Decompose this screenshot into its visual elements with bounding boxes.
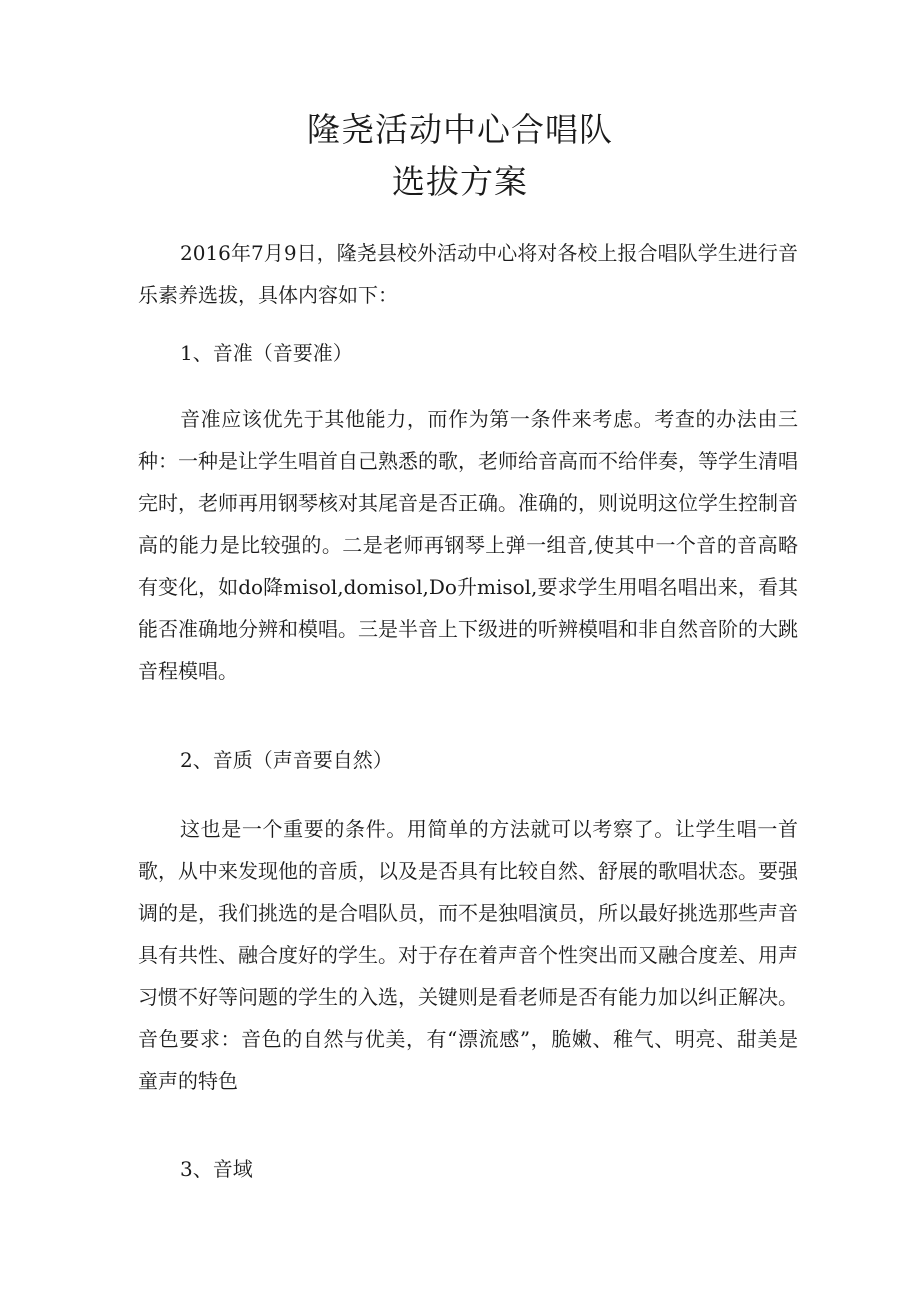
section-heading-pitch: 1、音准（音要准） <box>180 341 353 365</box>
section-heading-range: 3、音域 <box>180 1157 253 1181</box>
section-heading-tone: 2、音质（声音要自然） <box>180 748 393 772</box>
intro-paragraph: 2016年7月9日，隆尧县校外活动中心将对各校上报合唱队学生进行音乐素养选拔，具体内容如下： <box>138 241 798 307</box>
document-title-line2: 选拔方案 <box>392 162 528 201</box>
document-title-line1: 隆尧活动中心合唱队 <box>307 110 613 149</box>
section-body-tone: 这也是一个重要的条件。用简单的方法就可以考察了。让学生唱一首歌，从中来发现他的音质，以及是否具有比较自然、舒展的歌唱状态。要强调的是，我们挑选的是合唱队员，而不是独唱演员，所以最好挑选那些声音具有共性、融合度好的学生。对于存在着声音个性突出而又融合度差、用声习惯不好等问题的学生的入选，关键则是看老师是否有能力加以纠正解决。音色要求：音色的自然与优美，有“漂流感”，脆嫩、稚气、明亮、甜美是童声的特色 <box>138 817 798 1093</box>
section-body-pitch: 音准应该优先于其他能力，而作为第一条件来考虑。考查的办法由三种：一种是让学生唱首自己熟悉的歌，老师给音高而不给伴奏，等学生清唱完时，老师再用钢琴核对其尾音是否正确。准确的，则说明这位学生控制音高的能力是比较强的。二是老师再钢琴上弹一组音,使其中一个音的音高略有变化，如do降misol,domisol,Do升misol,要求学生用唱名唱出来，看其能否准确地分辨和模唱。三是半音上下级进的听辨模唱和非自然音阶的大跳音程模唱。 <box>138 407 798 683</box>
